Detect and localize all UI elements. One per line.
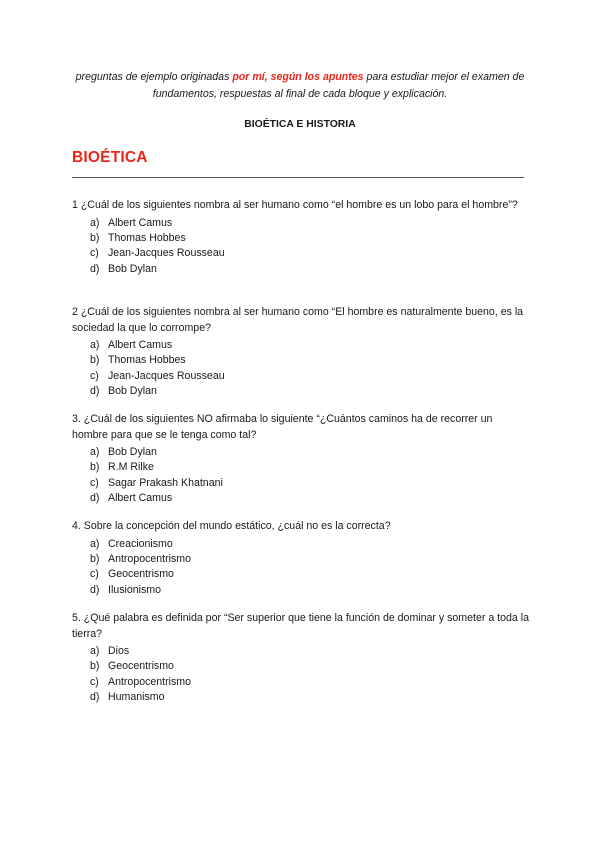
option-b — [72, 353, 530, 368]
question-5 — [72, 611, 530, 706]
option-a — [72, 445, 530, 460]
option-list — [72, 338, 530, 400]
option-letter: c) — [90, 247, 99, 260]
question-text: 5. ¿Qué palabra es definida por “Ser superior que tiene la función de dominar y someter a toda la tierra? — [72, 612, 529, 640]
option-text: Sagar Prakash Khatnani — [108, 476, 223, 489]
option-text: Humanismo — [108, 691, 165, 704]
option-letter: d) — [90, 385, 100, 398]
option-letter: a) — [90, 537, 100, 550]
option-letter: c) — [90, 675, 99, 688]
intro-text-end: para estudiar mejor el examen de fundamentos, respuestas al final de cada bloque y explicación. — [152, 71, 525, 100]
option-c — [72, 369, 530, 384]
option-letter: b) — [90, 552, 100, 565]
option-text: Albert Camus — [108, 339, 173, 351]
option-letter: b) — [90, 231, 100, 244]
option-b — [72, 231, 530, 246]
question-text: 1 ¿Cuál de los siguientes nombra al ser humano como “el hombre es un lobo para el hombre”? — [72, 199, 518, 211]
question-1 — [72, 198, 530, 277]
option-text: Antropocentrismo — [108, 552, 192, 565]
option-letter: a) — [90, 645, 100, 657]
option-a — [72, 338, 530, 353]
intro-highlight: por mí, según los apuntes — [232, 71, 364, 83]
option-letter: c) — [90, 369, 99, 382]
option-letter: d) — [90, 691, 100, 704]
option-text: R.M Rilke — [108, 461, 154, 474]
option-list — [72, 216, 530, 278]
section-divider — [72, 177, 524, 178]
option-c — [72, 246, 530, 261]
option-a — [72, 644, 530, 659]
option-b — [72, 552, 530, 567]
question-4 — [72, 519, 530, 598]
option-letter: c) — [90, 476, 99, 489]
option-text: Albert Camus — [108, 492, 173, 505]
option-d — [72, 583, 530, 598]
option-d — [72, 690, 530, 705]
question-text: 2 ¿Cuál de los siguientes nombra al ser humano como “El hombre es naturalmente bueno, es la sociedad la que lo corrompe? — [72, 306, 524, 334]
option-a — [72, 537, 530, 552]
option-list — [72, 445, 530, 507]
option-text: Geocentrismo — [108, 568, 174, 581]
option-text: Bob Dylan — [108, 262, 157, 275]
option-letter: b) — [90, 660, 100, 673]
intro-paragraph — [60, 69, 540, 103]
intro-text-start: preguntas de ejemplo originadas — [75, 71, 233, 83]
option-text: Thomas Hobbes — [108, 354, 186, 367]
option-letter: b) — [90, 461, 100, 474]
option-text: Thomas Hobbes — [108, 231, 186, 244]
option-c — [72, 476, 530, 491]
question-text: 4. Sobre la concepción del mundo estático, ¿cuál no es la correcta? — [72, 520, 391, 532]
option-letter: a) — [90, 446, 100, 458]
option-list — [72, 537, 530, 599]
option-d — [72, 262, 530, 277]
option-b — [72, 659, 530, 674]
option-a — [72, 216, 530, 231]
document-subtitle: BIOÉTICA E HISTORIA — [244, 119, 356, 130]
option-letter: c) — [90, 568, 99, 581]
option-text: Albert Camus — [108, 216, 173, 229]
option-d — [72, 384, 530, 399]
option-letter: d) — [90, 583, 100, 596]
section-title: BIOÉTICA — [72, 149, 148, 166]
option-text: Creacionismo — [108, 537, 173, 550]
option-letter: d) — [90, 262, 100, 275]
option-letter: a) — [90, 216, 100, 229]
option-text: Dios — [108, 645, 130, 657]
option-text: Bob Dylan — [108, 385, 157, 398]
question-text: 3. ¿Cuál de los siguientes NO afirmaba lo siguiente “¿Cuántos caminos ha de recorrer un hombre para que se le tenga como tal? — [72, 413, 493, 441]
option-b — [72, 460, 530, 475]
option-list — [72, 644, 530, 706]
question-3 — [72, 412, 530, 507]
option-text: Geocentrismo — [108, 660, 174, 673]
option-text: Bob Dylan — [108, 446, 157, 458]
option-letter: d) — [90, 492, 100, 505]
option-c — [72, 675, 530, 690]
option-text: Jean-Jacques Rousseau — [108, 369, 225, 382]
option-text: Jean-Jacques Rousseau — [108, 247, 225, 260]
option-text: Antropocentrismo — [108, 675, 192, 688]
option-d — [72, 491, 530, 506]
option-text: Ilusionismo — [108, 583, 161, 596]
question-2 — [72, 305, 530, 400]
option-c — [72, 567, 530, 582]
option-letter: a) — [90, 339, 100, 351]
option-letter: b) — [90, 354, 100, 367]
